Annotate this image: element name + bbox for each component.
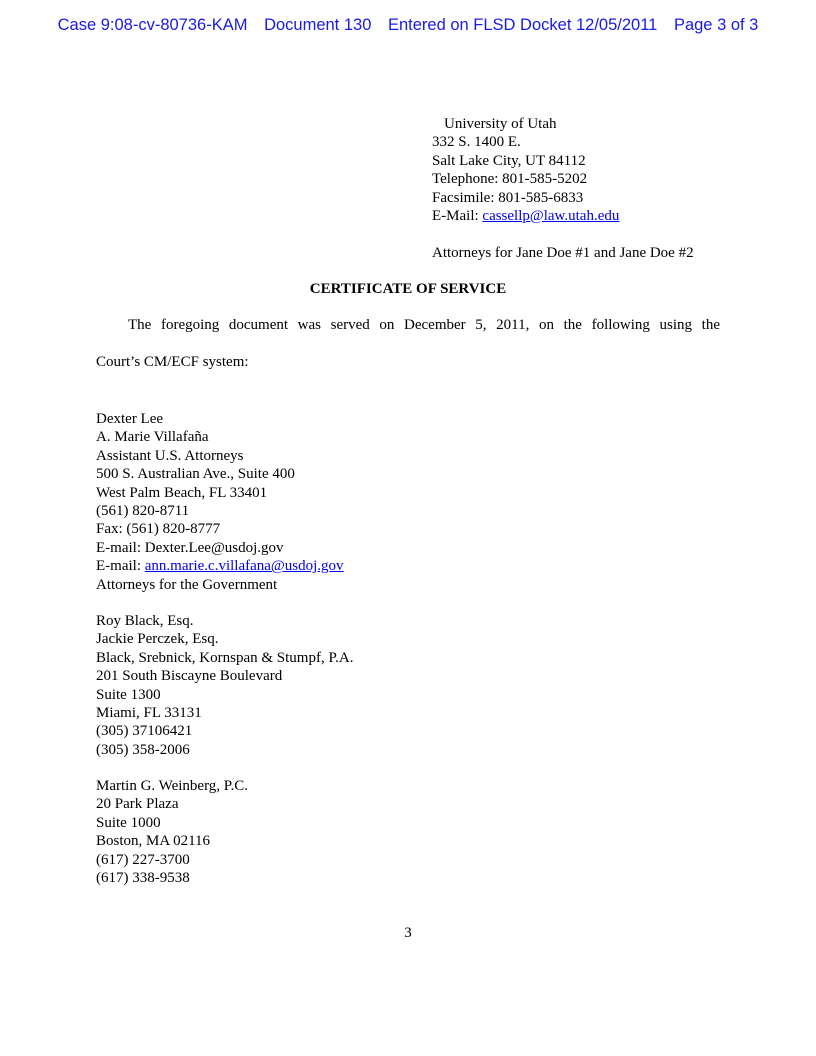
certificate-text-line1: The foregoing document was served on December 5, 2011, on the following using the	[128, 317, 720, 333]
service-line: Assistant U.S. Attorneys	[96, 447, 244, 464]
service-line: Roy Black, Esq.	[96, 613, 194, 629]
institution: University of Utah	[444, 116, 557, 132]
service-line: (305) 358-2006	[96, 741, 190, 758]
service-block-weinberg	[96, 777, 248, 887]
service-line: (305) 37106421	[96, 723, 193, 740]
service-line: Fax: (561) 820-8777	[96, 521, 221, 538]
service-line: West Palm Beach, FL 33401	[96, 484, 268, 501]
service-line: Black, Srebnick, Kornspan & Stumpf, P.A.	[96, 649, 354, 666]
service-line: (617) 227-3700	[96, 851, 190, 868]
service-line: (561) 820-8711	[96, 502, 190, 519]
service-line: E-mail: Dexter.Lee@usdoj.gov	[96, 539, 284, 556]
docket-header	[0, 16, 816, 35]
certificate-title: CERTIFICATE OF SERVICE	[309, 281, 507, 297]
service-line: A. Marie Villafaña	[96, 429, 209, 446]
service-line: Miami, FL 33131	[96, 704, 202, 721]
document-number: Document 130	[264, 16, 372, 34]
telephone: Telephone: 801-585-5202	[432, 171, 588, 188]
docket-entry: Entered on FLSD Docket 12/05/2011	[387, 16, 658, 34]
service-line: Suite 1000	[96, 814, 161, 831]
service-block-government	[96, 410, 344, 594]
service-block-black	[96, 612, 353, 759]
service-line: Suite 1300	[96, 686, 161, 703]
service-role: Attorneys for the Government	[96, 576, 278, 593]
service-line: Boston, MA 02116	[96, 833, 211, 850]
email-link[interactable]: ann.marie.c.villafana@usdoj.gov	[144, 558, 344, 575]
service-line: (617) 338-9538	[96, 869, 190, 886]
email-line	[96, 557, 344, 575]
service-line: Jackie Perczek, Esq.	[96, 631, 219, 648]
case-number: Case 9:08-cv-80736-KAM	[57, 16, 248, 34]
service-line: Martin G. Weinberg, P.C.	[96, 778, 248, 794]
street-address: 332 S. 1400 E.	[432, 134, 521, 151]
service-line: 201 South Biscayne Boulevard	[96, 668, 283, 685]
service-line: 20 Park Plaza	[96, 796, 179, 813]
city-state-zip: Salt Lake City, UT 84112	[432, 152, 586, 169]
certificate-text-line2: Court’s CM/ECF system:	[96, 354, 249, 370]
page-indicator: Page 3 of 3	[673, 16, 759, 34]
signature-block	[432, 115, 619, 225]
facsimile: Facsimile: 801-585-6833	[432, 189, 584, 206]
email-line	[432, 207, 619, 225]
page-number: 3	[404, 925, 412, 941]
email-label: E-mail:	[96, 558, 145, 575]
email-label: E-Mail:	[432, 207, 483, 224]
attorneys-for: Attorneys for Jane Doe #1 and Jane Doe #2	[432, 245, 694, 261]
service-line: 500 S. Australian Ave., Suite 400	[96, 466, 295, 483]
email-link[interactable]: cassellp@law.utah.edu	[482, 207, 620, 224]
service-line: Dexter Lee	[96, 411, 164, 427]
